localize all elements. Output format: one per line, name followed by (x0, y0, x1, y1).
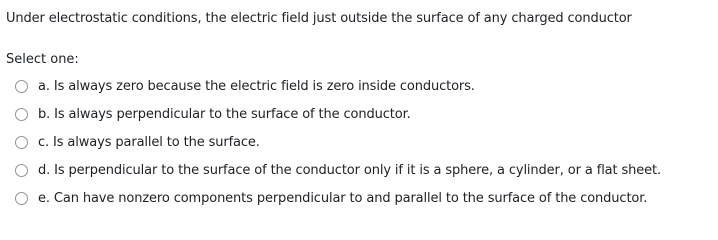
answer-text-b: Is always perpendicular to the surface of the conductor. (54, 106, 411, 122)
answer-text-c: Is always parallel to the surface. (53, 134, 260, 150)
answer-label-a (38, 79, 475, 94)
answer-text-e: Can have nonzero components perpendicular to and parallel to the surface of the conductor. (53, 190, 648, 206)
select-one-label: Select one: (6, 52, 79, 67)
answer-label-d (38, 163, 661, 178)
answer-text-a: Is always zero because the electric field is zero inside conductors. (53, 78, 475, 94)
radio-icon[interactable] (15, 136, 28, 149)
answer-option-e[interactable] (0, 184, 718, 212)
radio-icon[interactable] (15, 80, 28, 93)
answer-label-c (38, 135, 260, 150)
answer-option-a[interactable] (0, 72, 718, 100)
answer-text-d: Is perpendicular to the surface of the conductor only if it is a sphere, a cylinder, or a flat sheet. (54, 162, 662, 178)
question-text: Under electrostatic conditions, the electric field just outside the surface of any charged conductor (6, 11, 632, 26)
answer-option-c[interactable] (0, 128, 718, 156)
radio-icon[interactable] (15, 108, 28, 121)
answer-option-d[interactable] (0, 156, 718, 184)
radio-icon[interactable] (15, 192, 28, 205)
answer-list (0, 72, 718, 212)
answer-letter-c: c. (38, 134, 50, 150)
answer-letter-b: b. (38, 106, 51, 122)
answer-option-b[interactable] (0, 100, 718, 128)
radio-icon[interactable] (15, 164, 28, 177)
answer-label-b (38, 107, 411, 122)
answer-letter-a: a. (38, 78, 50, 94)
answer-letter-e: e. (38, 190, 50, 206)
answer-letter-d: d. (38, 162, 51, 178)
answer-label-e (38, 191, 647, 206)
